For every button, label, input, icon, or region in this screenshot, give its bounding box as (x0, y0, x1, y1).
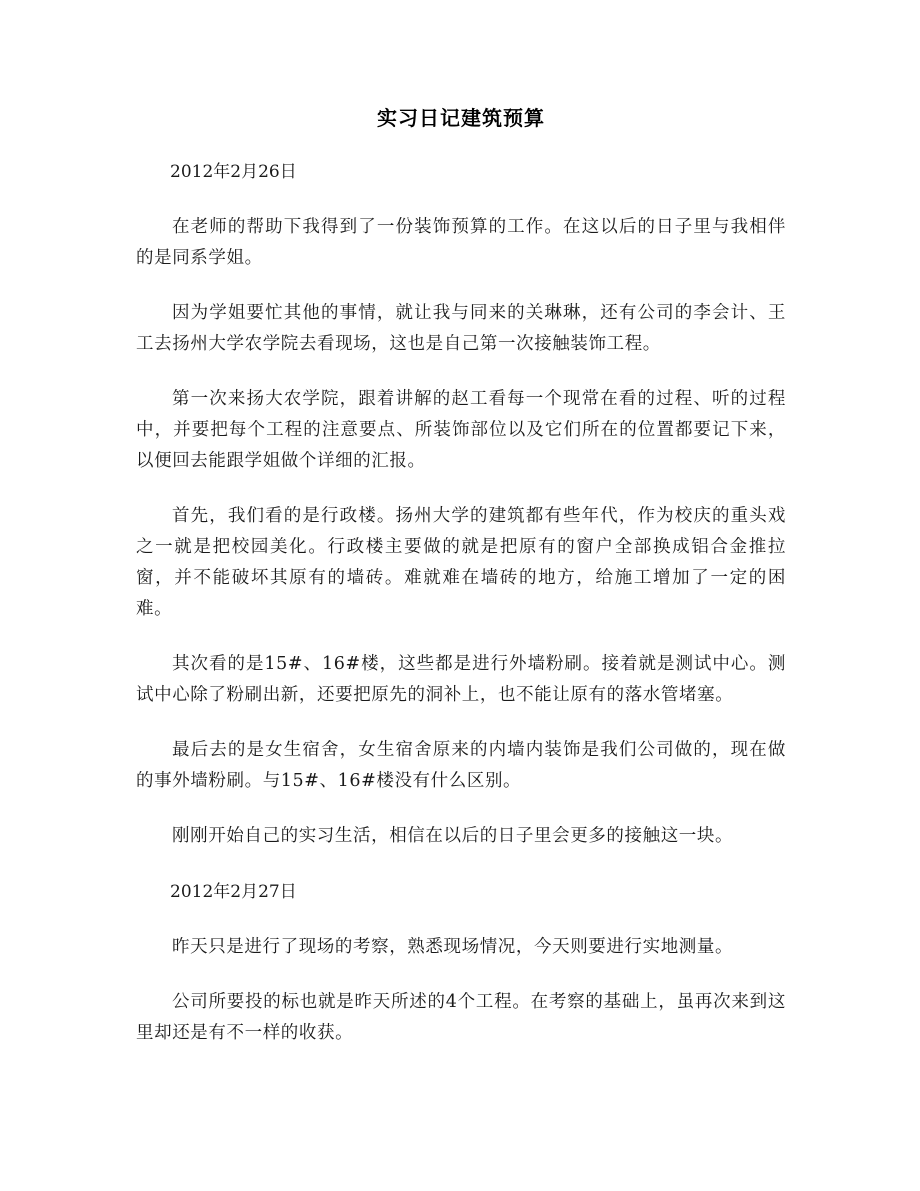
diary-date-line: 2012年2月27日 (170, 882, 297, 902)
diary-paragraph: 最后去的是女生宿舍，女生宿舍原来的内墙内装饰是我们公司做的，现在做的事外墙粉刷。与15#、16#楼没有什么区别。 (136, 740, 786, 791)
document-blocks (136, 132, 786, 1049)
diary-paragraph: 在老师的帮助下我得到了一份装饰预算的工作。在这以后的日子里与我相伴的是同系学姐。 (136, 217, 786, 268)
diary-date-line: 2012年2月26日 (170, 162, 297, 182)
diary-paragraph: 刚刚开始自己的实习生活，相信在以后的日子里会更多的接触这一块。 (172, 826, 734, 846)
diary-paragraph: 因为学姐要忙其他的事情，就让我与同来的关琳琳，还有公司的李会计、王工去扬州大学农学院去看现场，这也是自己第一次接触装饰工程。 (136, 303, 786, 354)
diary-paragraph: 首先，我们看的是行政楼。扬州大学的建筑都有些年代，作为校庆的重头戏之一就是把校园美化。行政楼主要做的就是把原有的窗户全部换成铝合金推拉窗，并不能破坏其原有的墙砖。难就难在墙砖的地方，给施工增加了一定的困难。 (136, 506, 786, 619)
diary-paragraph: 其次看的是15#、16#楼，这些都是进行外墙粉刷。接着就是测试中心。测试中心除了粉刷出新，还要把原先的洞补上，也不能让原有的落水管堵塞。 (136, 654, 786, 705)
diary-paragraph: 昨天只是进行了现场的考察，熟悉现场情况，今天则要进行实地测量。 (172, 937, 734, 957)
diary-paragraph: 第一次来扬大农学院，跟着讲解的赵工看每一个现常在看的过程、听的过程中，并要把每个工程的注意要点、所装饰部位以及它们所在的位置都要记下来，以便回去能跟学姐做个详细的汇报。 (136, 389, 786, 471)
page-title: 实习日记建筑预算 (377, 106, 545, 130)
diary-paragraph: 公司所要投的标也就是昨天所述的4个工程。在考察的基础上，虽再次来到这里却还是有不一样的收获。 (136, 992, 786, 1043)
document-body (136, 0, 786, 1049)
